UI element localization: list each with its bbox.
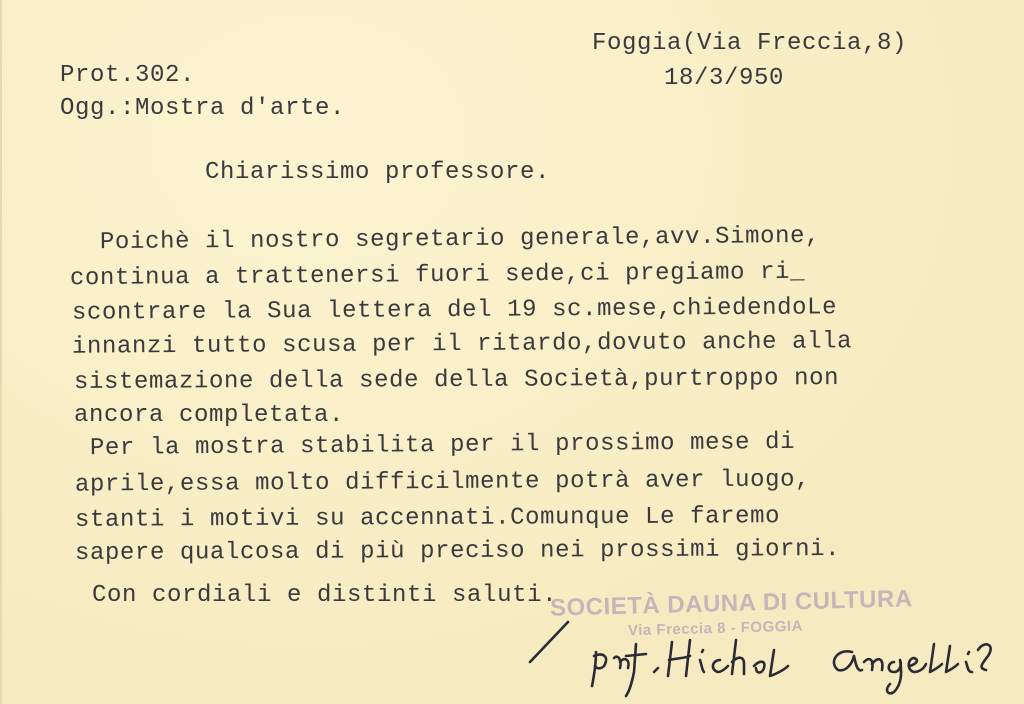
body-line: ancora completata. bbox=[74, 402, 345, 429]
salutation: Chiarissimo professore. bbox=[205, 159, 551, 186]
body-line: innanzi tutto scusa per il ritardo,dovuto anche alla bbox=[71, 328, 853, 361]
body-line: continua a trattenersi fuori sede,ci pregiamo ri_ bbox=[69, 258, 806, 293]
body-line: sapere qualcosa di più preciso nei prossimi giorni. bbox=[74, 535, 841, 568]
letter-subject: Ogg.:Mostra d'arte. bbox=[60, 95, 346, 122]
society-stamp-name: SOCIETÀ DAUNA DI CULTURA bbox=[549, 585, 913, 622]
handwritten-signature bbox=[522, 610, 1002, 700]
society-stamp-address: Via Freccia 8 - FOGGIA bbox=[627, 617, 804, 640]
body-line: Per la mostra stabilita per il prossimo mese di bbox=[89, 428, 796, 463]
body-line: aprile,essa molto difficilmente potrà aver luogo, bbox=[74, 466, 811, 499]
body-line: Poichè il nostro segretario generale,avv.Simone, bbox=[99, 222, 821, 257]
closing: Con cordiali e distinti saluti. bbox=[92, 582, 558, 609]
letter-date: 18/3/950 bbox=[664, 65, 785, 92]
body-line: scontrare la Sua lettera del 19 sc.mese,chiedendoLe bbox=[71, 294, 838, 327]
body-line: stanti i motivi su accennati.Comunque Le faremo bbox=[74, 503, 781, 534]
letter-place: Foggia(Via Freccia,8) bbox=[592, 30, 908, 57]
body-line: sistemazione della sede della Società,purtroppo non bbox=[73, 364, 840, 397]
protocol-number: Prot.302. bbox=[60, 62, 196, 89]
